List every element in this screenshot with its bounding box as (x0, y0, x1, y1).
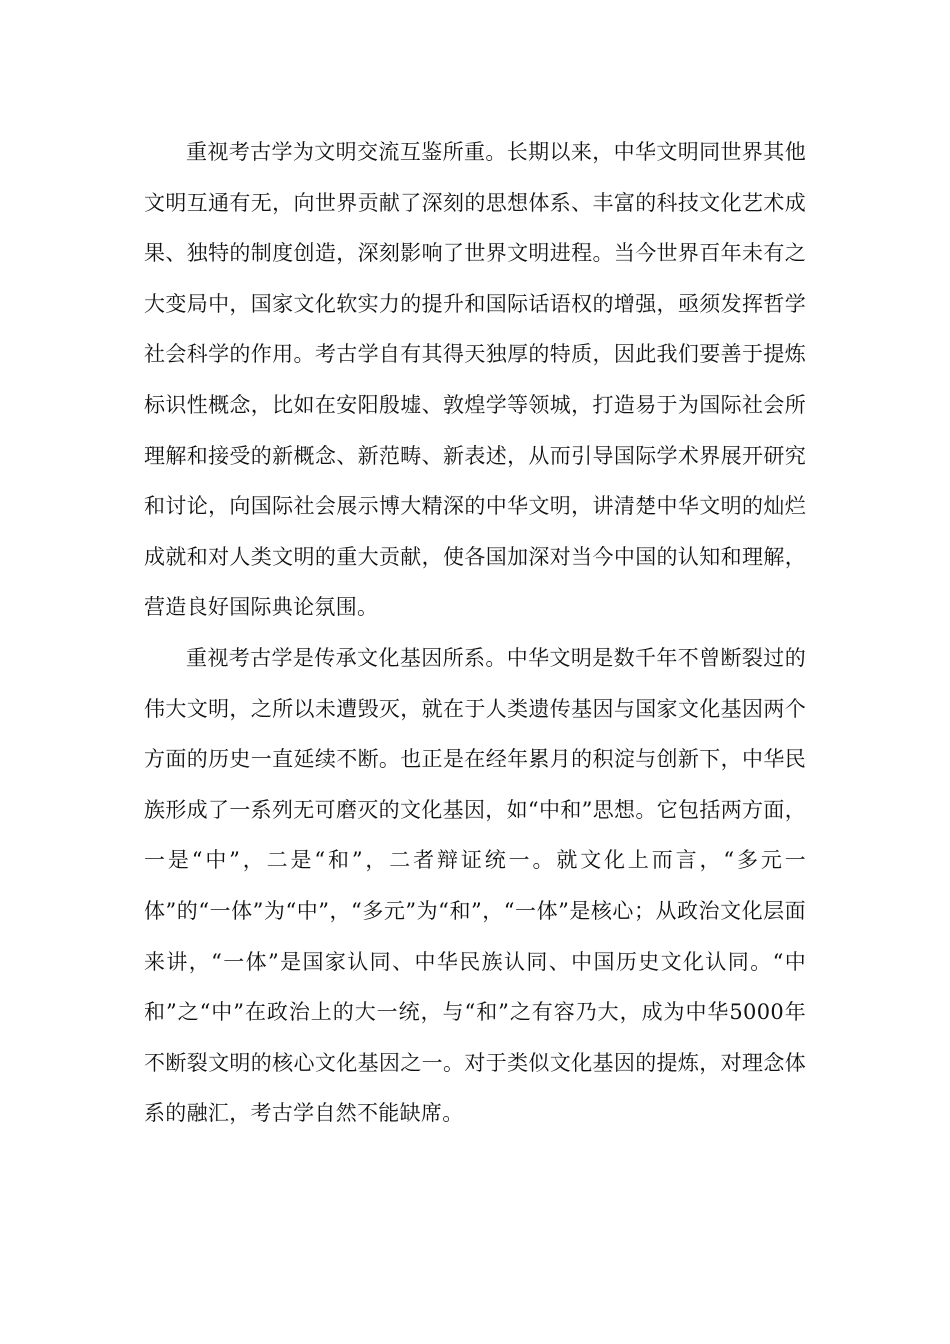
document-body (144, 127, 806, 1139)
paragraph-archaeology-cultural-genes: 重视考古学是传承文化基因所系。中华文明是数千年不曾断裂过的伟大文明，之所以未遭毁灭，就在于人类遗传基因与国家文化基因两个方面的历史一直延续不断。也正是在经年累月的积淀与创新下，中华民族形成了一系列无可磨灭的文化基因，如“中和”思想。它包括两方面，一是“中”，二是“和”，二者辩证统一。就文化上而言，“多元一体”的“一体”为“中”，“多元”为“和”，“一体”是核心；从政治文化层面来讲，“一体”是国家认同、中华民族认同、中国历史文化认同。“中和”之“中”在政治上的大一统，与“和”之有容乃大，成为中华5000年不断裂文明的核心文化基因之一。对于类似文化基因的提炼，对理念体系的融汇，考古学自然不能缺席。 (144, 645, 806, 1126)
paragraph-archaeology-civilization-exchange: 重视考古学为文明交流互鉴所重。长期以来，中华文明同世界其他文明互通有无，向世界贡献了深刻的思想体系、丰富的科技文化艺术成果、独特的制度创造，深刻影响了世界文明进程。当今世界百年未有之大变局中，国家文化软实力的提升和国际话语权的增强，亟须发挥哲学社会科学的作用。考古学自有其得天独厚的特质，因此我们要善于提炼标识性概念，比如在安阳殷墟、敦煌学等领城，打造易于为国际社会所理解和接受的新概念、新范畴、新表述，从而引导国际学术界展开研究和讨论，向国际社会展示博大精深的中华文明，讲清楚中华文明的灿烂成就和对人类文明的重大贡献，使各国加深对当今中国的认知和理解，营造良好国际典论氛围。 (144, 140, 806, 620)
